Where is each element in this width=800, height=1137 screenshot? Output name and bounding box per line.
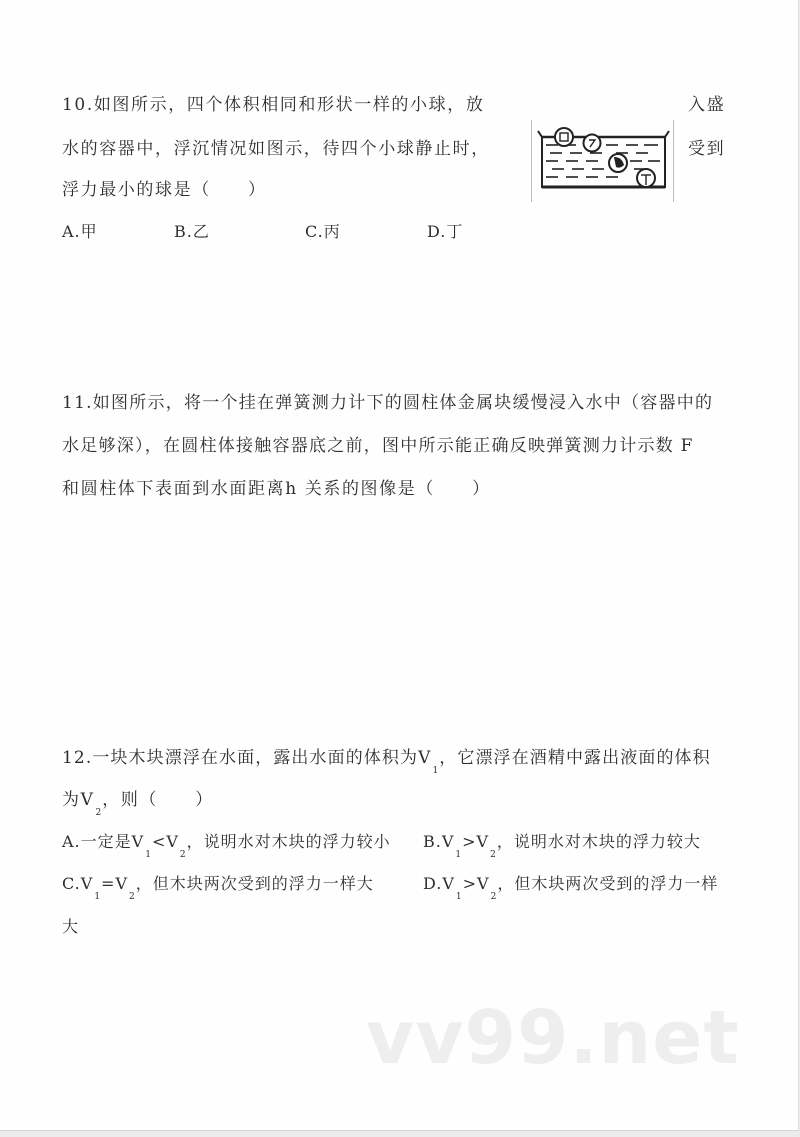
q12-line-2 xyxy=(62,790,214,818)
q12-line-1 xyxy=(62,748,711,776)
q10-line-3: 浮力最小的球是（ ） xyxy=(62,180,267,200)
q11-line-2: 水足够深），在圆柱体接触容器底之前，图中所示能正确反映弹簧测力计示数 F xyxy=(62,436,694,456)
q12-option-d-mid: >V xyxy=(462,874,490,893)
container-with-balls-figure xyxy=(530,117,677,205)
watermark: vv99.net xyxy=(366,995,740,1081)
q10-option-a[interactable]: A.甲 xyxy=(62,222,98,241)
q10-line-1: 10.如图所示，四个体积相同和形状一样的小球，放 xyxy=(62,95,485,115)
q12-option-d-sub2: 2 xyxy=(490,892,497,902)
q12-option-a-sub1: 1 xyxy=(145,850,151,860)
q12-option-c-sub1: 1 xyxy=(94,892,101,902)
q11-line-3: 和圆柱体下表面到水面距离h 关系的图像是（ ） xyxy=(62,479,491,499)
water-container-icon xyxy=(530,117,677,205)
q12-line-1-subscript: 1 xyxy=(432,766,439,776)
q12-option-b[interactable] xyxy=(423,832,701,860)
q12-option-c[interactable] xyxy=(62,874,374,902)
q10-right-fragment-2: 受到 xyxy=(688,139,726,159)
q10-option-d[interactable]: D.丁 xyxy=(427,222,464,241)
q12-option-d[interactable] xyxy=(423,874,719,902)
q12-line-2-subscript: 2 xyxy=(95,808,102,818)
q10-line-2: 水的容器中，浮沉情况如图示，待四个小球静止时， xyxy=(62,139,490,159)
q12-option-c-prefix: C.V xyxy=(62,874,94,893)
q12-option-a[interactable] xyxy=(62,832,391,860)
q12-option-b-sub1: 1 xyxy=(455,850,462,860)
q12-option-c-sub2: 2 xyxy=(129,892,135,902)
q10-option-c[interactable]: C.丙 xyxy=(305,222,341,241)
q12-option-a-sub2: 2 xyxy=(179,850,186,860)
q12-option-b-suffix: ，说明水对木块的浮力较大 xyxy=(496,832,701,851)
q12-option-d-prefix: D.V xyxy=(423,874,455,893)
q10-right-fragment-1: 入盛 xyxy=(688,95,726,115)
q11-line-1: 11.如图所示，将一个挂在弹簧测力计下的圆柱体金属块缓慢浸入水中（容器中的 xyxy=(62,393,714,413)
q12-option-c-suffix: ，但木块两次受到的浮力一样大 xyxy=(135,874,374,893)
q12-option-d-wrap: 大 xyxy=(62,917,80,936)
q12-line-2-post: ，则（ ） xyxy=(102,790,214,810)
q12-option-a-suffix: ，说明水对木块的浮力较小 xyxy=(186,832,391,851)
q12-line-2-pre: 为V xyxy=(62,790,95,810)
q12-line-1-post: ，它漂浮在酒精中露出液面的体积 xyxy=(439,748,711,768)
q12-line-1-pre: 12.一块木块漂浮在水面，露出水面的体积为V xyxy=(62,748,432,768)
q12-option-d-sub1: 1 xyxy=(455,892,462,902)
q12-option-b-sub2: 2 xyxy=(490,850,496,860)
q12-option-b-prefix: B.V xyxy=(423,832,455,851)
q10-option-b[interactable]: B.乙 xyxy=(174,222,210,241)
q12-option-a-mid: <V xyxy=(151,832,179,851)
q12-option-b-mid: >V xyxy=(462,832,490,851)
q12-option-d-suffix: ，但木块两次受到的浮力一样 xyxy=(497,874,719,893)
q12-option-a-prefix: A.一定是V xyxy=(62,832,145,851)
q12-option-c-mid: =V xyxy=(101,874,129,893)
